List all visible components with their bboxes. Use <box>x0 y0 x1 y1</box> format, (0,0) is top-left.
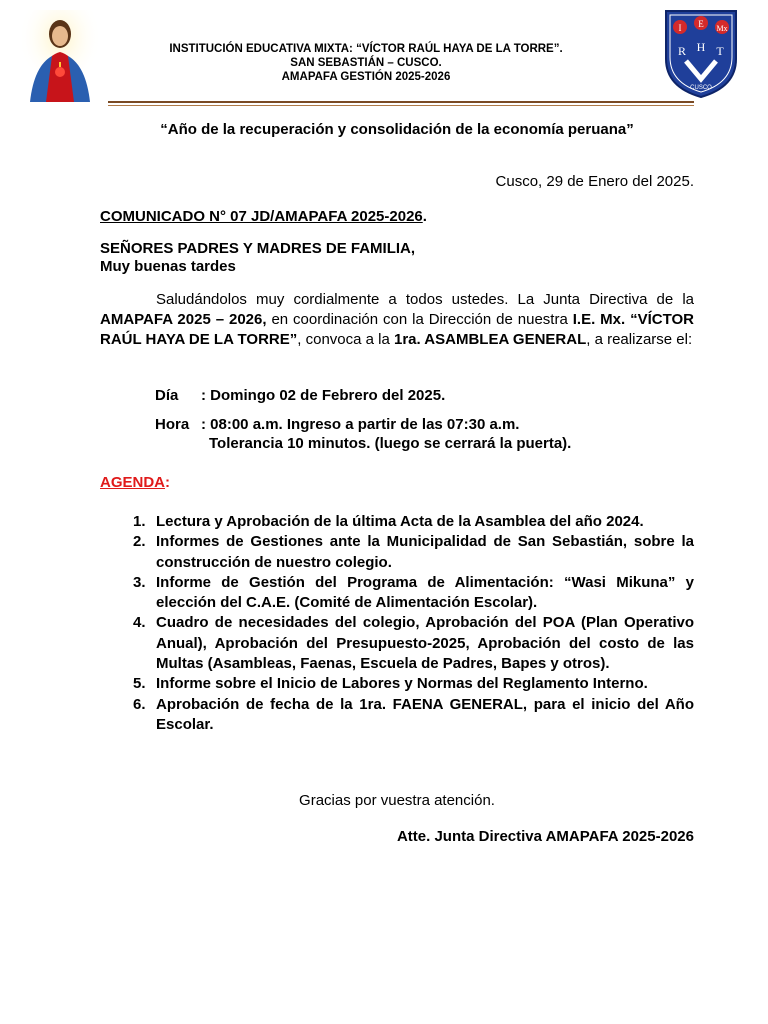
agenda-heading <box>100 473 170 493</box>
agenda-item <box>100 613 694 674</box>
institution-location: SAN SEBASTIÁN – CUSCO. <box>290 57 442 69</box>
agenda-item-number: 4. <box>133 614 146 632</box>
agenda-list <box>100 512 694 735</box>
crest-letter-h: H <box>696 40 706 54</box>
agenda-item-text: Lectura y Aprobación de la última Acta de la Asamblea del año 2024. <box>156 513 644 530</box>
crest-letter-e: E <box>698 19 704 29</box>
signature: Atte. Junta Directiva AMAPAFA 2025-2026 <box>396 828 694 845</box>
agenda-item <box>100 695 694 736</box>
agenda-item-number: 3. <box>133 573 146 591</box>
body-assembly: 1ra. ASAMBLEA GENERAL <box>394 331 587 348</box>
agenda-item-text: Informes de Gestiones ante la Municipalidad de San Sebastián, sobre la construcción de nuestro colegio. <box>156 533 694 571</box>
agenda-item-number: 1. <box>133 513 146 530</box>
time-row <box>155 415 519 435</box>
agenda-title: AGENDA <box>100 474 166 491</box>
amapafa-management: AMAPAFA GESTIÓN 2025-2026 <box>281 71 451 83</box>
communique-title <box>100 207 427 227</box>
sacred-heart-image <box>22 10 98 102</box>
body-text-1: Saludándolos muy cordialmente a todos ustedes. La Junta Directiva de la <box>156 291 694 308</box>
agenda-item <box>100 674 694 694</box>
header-divider <box>108 101 694 103</box>
communique-number: COMUNICADO N° 07 JD/AMAPAFA 2025-2026 <box>100 208 423 225</box>
crest-cusco-label: CUSCO <box>690 85 712 91</box>
body-school-name: I.E. Mx. “VÍCTOR RAÚL HAYA DE LA TORRE” <box>100 311 694 348</box>
greeting: Muy buenas tardes <box>100 258 236 275</box>
day-row <box>155 386 445 406</box>
body-text-3: , convoca a la <box>297 331 394 348</box>
salutation: SEÑORES PADRES Y MADRES DE FAMILIA, <box>100 240 416 257</box>
crest-letter-r: R <box>677 44 687 58</box>
time-label: Hora <box>155 416 190 433</box>
agenda-item <box>100 573 694 614</box>
agenda-item-text: Aprobación de fecha de la 1ra. FAENA GENERAL, para el inicio del Año Escolar. <box>156 695 694 733</box>
closing-thanks: Gracias por vuestra atención. <box>299 792 495 809</box>
crest-letter-i: I <box>678 23 682 33</box>
year-motto: “Año de la recuperación y consolidación de la economía peruana” <box>160 121 634 138</box>
institution-name: INSTITUCIÓN EDUCATIVA MIXTA: “VÍCTOR RAÚL HAYA DE LA TORRE”. <box>169 43 563 55</box>
agenda-item-text: Informe de Gestión del Programa de Alimentación: “Wasi Mikuna” y elección del C.A.E. (Comité de Alimentación Escolar). <box>156 573 694 612</box>
agenda-item-number: 6. <box>133 695 146 713</box>
time-note: Tolerancia 10 minutos. (luego se cerrará la puerta). <box>209 435 572 452</box>
agenda-item-text: Cuadro de necesidades del colegio, Aprobación del POA (Plan Operativo Anual), Aprobación del Presupuesto-2025, Aprobación del costo de las Multas (Asambleas, Faenas, Escuela de Padres, Bapes y otros). <box>156 614 694 673</box>
letter-date: Cusco, 29 de Enero del 2025. <box>495 173 694 190</box>
crest-letter-mx: Mx <box>716 24 728 33</box>
agenda-item <box>100 532 694 573</box>
day-value: : Domingo 02 de Febrero del 2025. <box>201 387 446 404</box>
school-crest-logo <box>662 7 740 99</box>
body-text-2: en coordinación con la Dirección de nuestra <box>266 311 573 328</box>
agenda-item-text: Informe sobre el Inicio de Labores y Normas del Reglamento Interno. <box>156 675 648 693</box>
agenda-list-container <box>100 512 694 735</box>
communique-dot: . <box>422 208 427 225</box>
agenda-colon: : <box>165 474 171 491</box>
body-text-4: , a realizarse el: <box>586 331 693 348</box>
body-amapafa: AMAPAFA 2025 – 2026, <box>100 311 267 328</box>
agenda-item <box>100 512 694 532</box>
time-value: : 08:00 a.m. Ingreso a partir de las 07:30 a.m. <box>201 416 520 433</box>
agenda-item-number: 5. <box>133 675 146 693</box>
day-label: Día <box>155 387 179 404</box>
crest-letter-t: T <box>716 44 724 58</box>
agenda-item-number: 2. <box>133 533 146 551</box>
header-divider-thin <box>108 105 694 106</box>
body-paragraph <box>100 290 694 350</box>
